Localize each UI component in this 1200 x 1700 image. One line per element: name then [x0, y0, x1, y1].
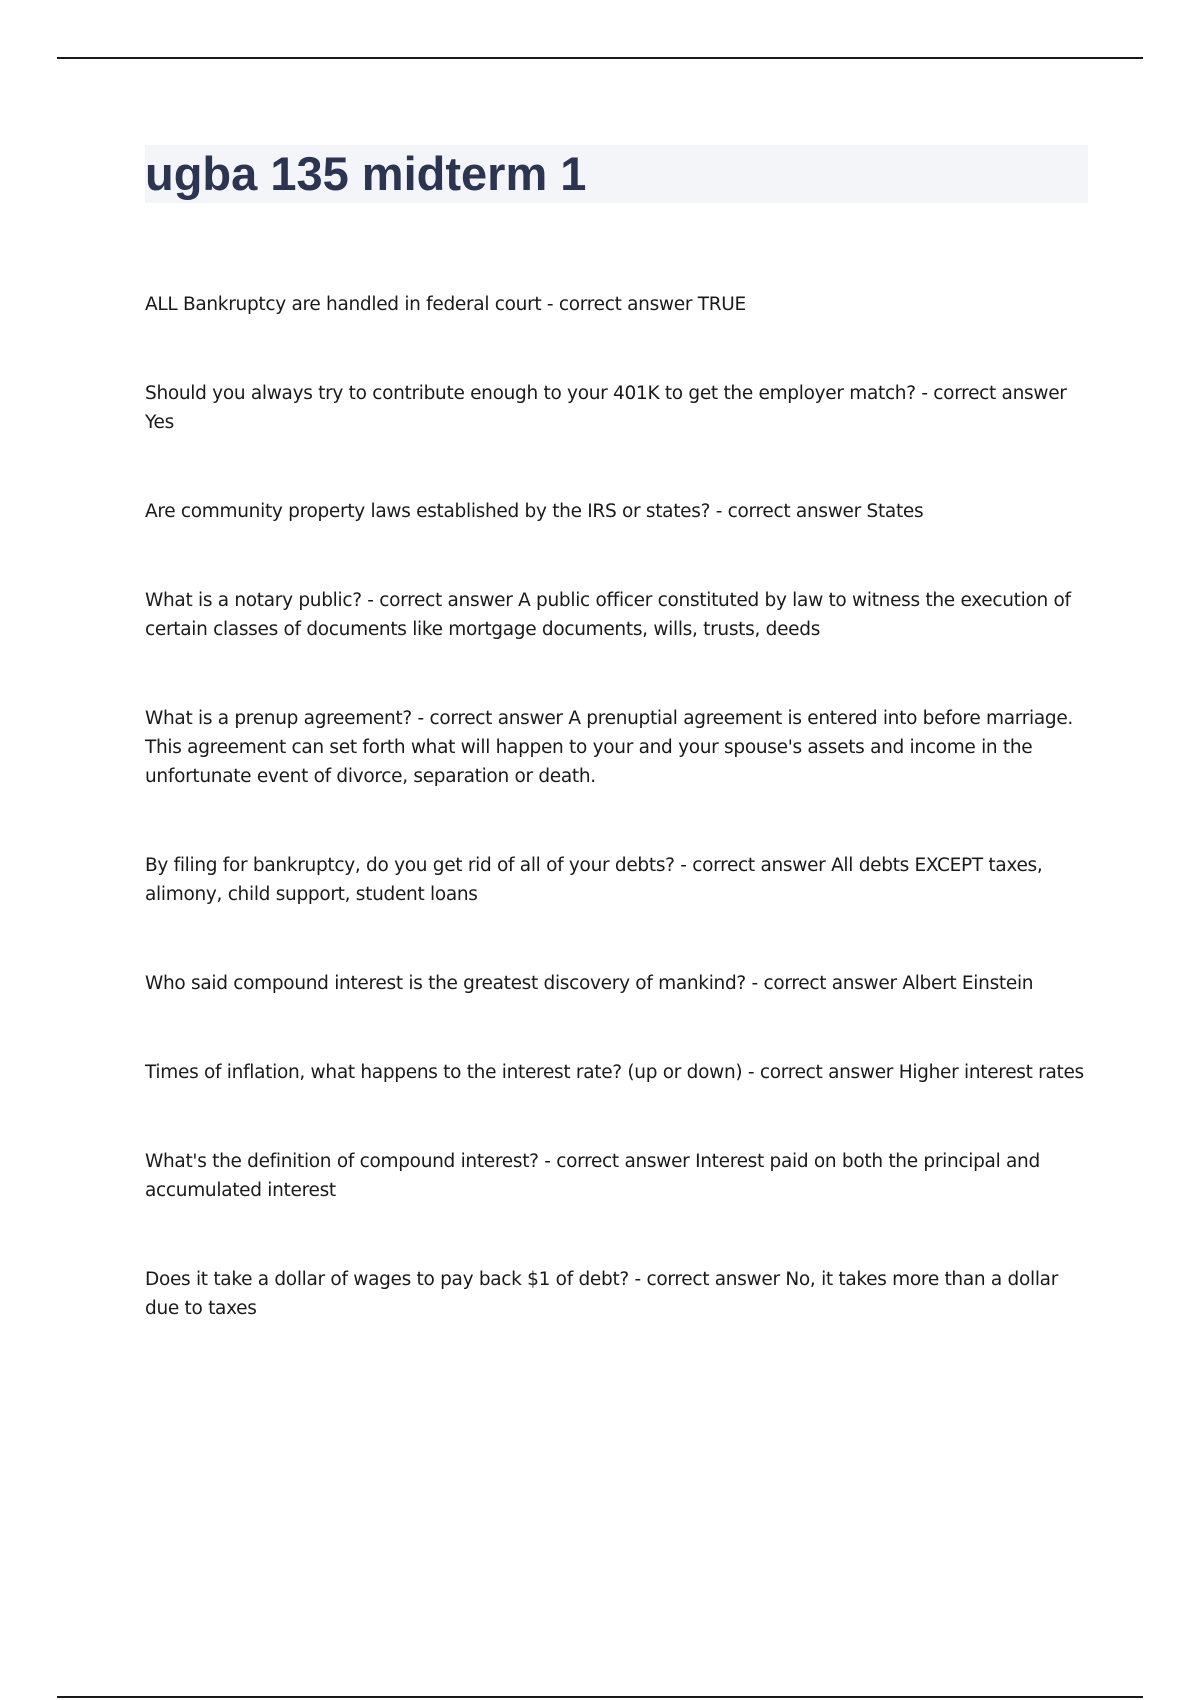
qa-item [145, 704, 1085, 791]
answer-text: All debts EXCEPT taxes, alimony, child support, student loans [145, 855, 1043, 905]
qa-item [145, 1265, 1085, 1323]
answer-text: Yes [145, 412, 174, 433]
answer-separator: - correct answer [915, 383, 1067, 404]
answer-separator: - correct answer [745, 973, 903, 994]
question-text: Does it take a dollar of wages to pay back $1 of debt? [145, 1269, 629, 1290]
question-text: By filing for bankruptcy, do you get rid of all of your debts? [145, 855, 675, 876]
answer-separator: - correct answer [710, 501, 867, 522]
answer-text: Albert Einstein [902, 973, 1034, 994]
qa-item [145, 497, 1085, 526]
answer-separator: - correct answer [541, 294, 698, 315]
answer-text: Interest paid on both the principal and accumulated interest [145, 1151, 1040, 1201]
answer-separator: - correct answer [628, 1269, 786, 1290]
answer-text: A prenuptial agreement is entered into before marriage. This agreement can set forth what will happen to your and your spouse's assets and income in the unfortunate event of divorce, separation or death. [145, 708, 1074, 787]
answer-separator: - correct answer [361, 590, 519, 611]
answer-separator: - correct answer [742, 1062, 899, 1083]
qa-item [145, 586, 1085, 644]
title-banner [145, 145, 1088, 203]
answer-separator: - correct answer [538, 1151, 696, 1172]
answer-text: Higher interest rates [898, 1062, 1084, 1083]
question-text: Times of inflation, what happens to the interest rate? (up or down) [145, 1062, 743, 1083]
answer-text: States [866, 501, 924, 522]
qa-item [145, 969, 1085, 998]
qa-item [145, 1147, 1085, 1205]
question-text: Are community property laws established by the IRS or states? [145, 501, 711, 522]
qa-item [145, 1058, 1085, 1087]
top-divider [57, 57, 1143, 59]
answer-text: A public officer constituted by law to witness the execution of certain classes of documents like mortgage documents, wills, trusts, deeds [145, 590, 1071, 640]
qa-list [145, 290, 1085, 1383]
qa-item [145, 290, 1085, 319]
bottom-divider [57, 1696, 1143, 1698]
qa-item [145, 851, 1085, 909]
answer-separator: - correct answer [674, 855, 832, 876]
question-text: Should you always try to contribute enough to your 401K to get the employer match? [145, 383, 916, 404]
answer-text: No, it takes more than a dollar due to taxes [145, 1269, 1059, 1319]
question-text: What is a notary public? [145, 590, 362, 611]
answer-text: TRUE [697, 294, 746, 315]
question-text: What is a prenup agreement? [145, 708, 412, 729]
answer-separator: - correct answer [411, 708, 569, 729]
question-text: Who said compound interest is the greatest discovery of mankind? [145, 973, 746, 994]
qa-item [145, 379, 1085, 437]
question-text: What's the definition of compound interest? [145, 1151, 539, 1172]
document-title: ugba 135 midterm 1 [145, 147, 587, 200]
question-text: ALL Bankruptcy are handled in federal court [145, 294, 542, 315]
